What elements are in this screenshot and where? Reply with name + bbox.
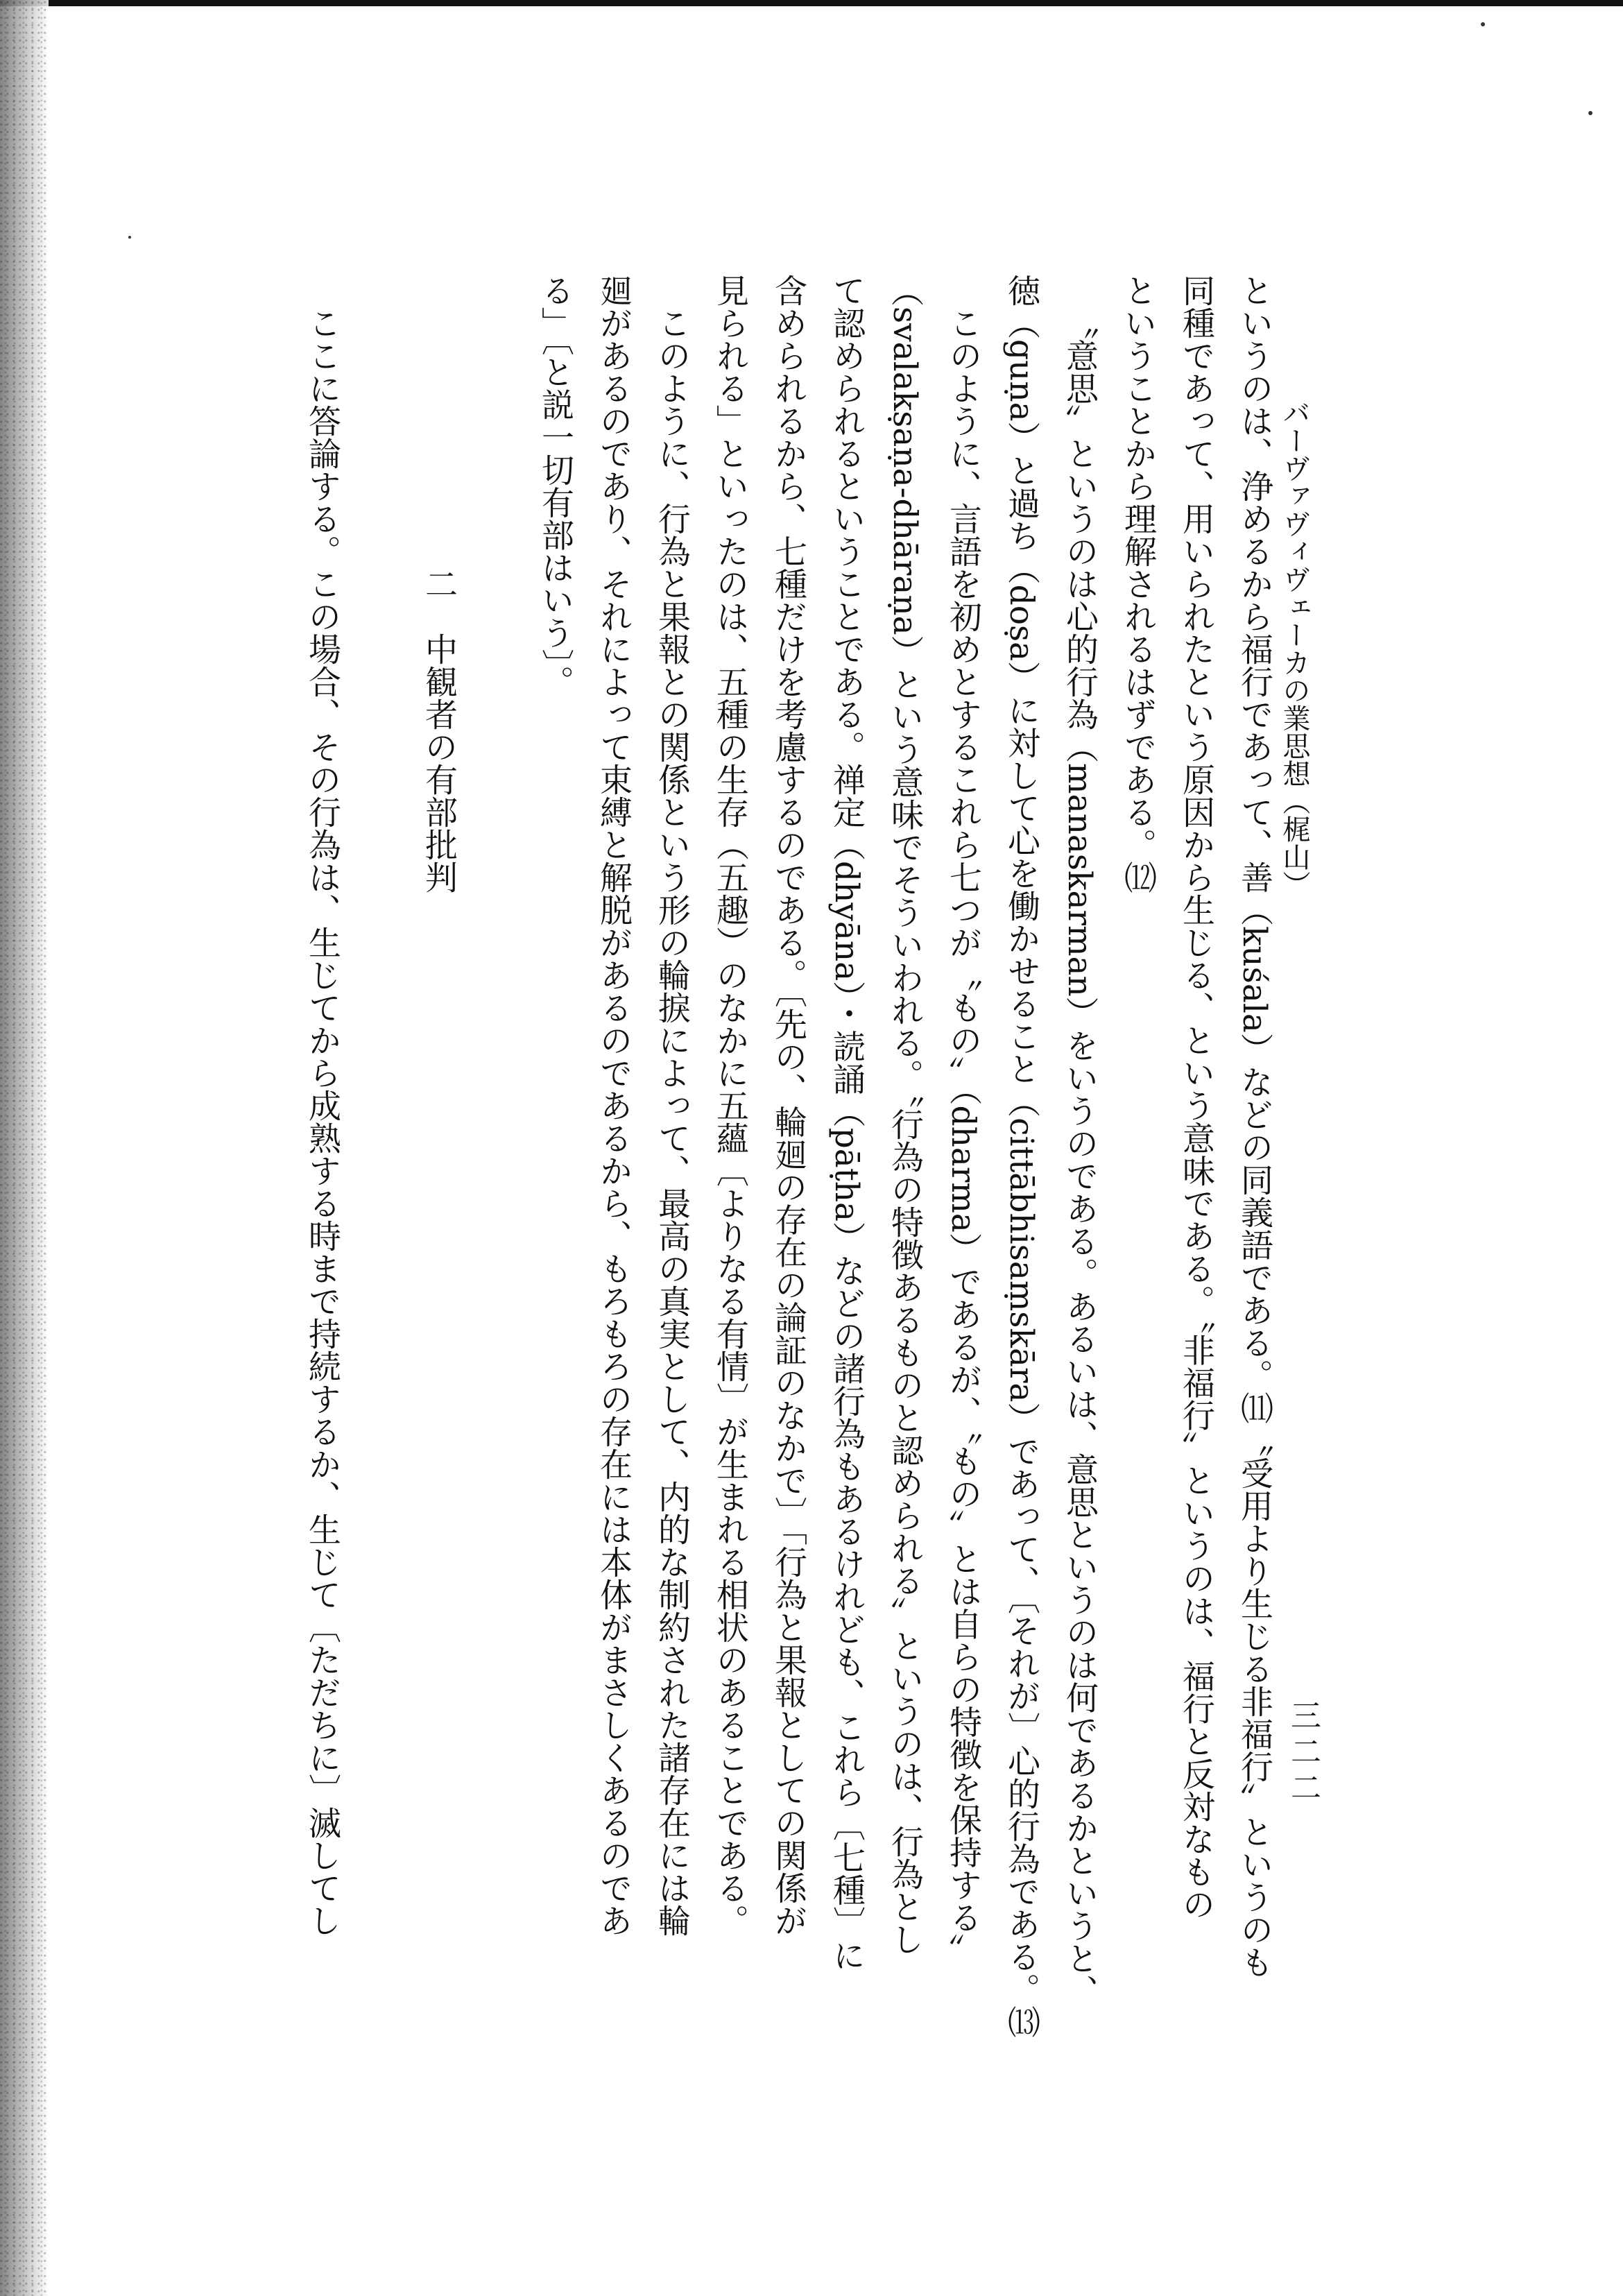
scan-speck: [1481, 22, 1485, 26]
text-line: 含められるから、七種だけを考慮するのである。〔先の、輪廻の存在の論証のなかで〕「行為と果報としての関係が: [769, 274, 807, 1937]
scan-speck: [128, 236, 131, 239]
text-line: 同種であって、用いられたという原因から生じる、という意味である。〝非福行〟というのは、福行と反対なもの: [1177, 274, 1215, 1921]
text-line: このように、行為と果報との関係という形の輪捩によって、最高の真実として、内的な制約された諸存在には輪: [653, 307, 691, 1937]
text-line: ここに答論する。この場合、その行為は、生じてから成熟する時まで持続するか、生じて〔ただちに〕滅してし: [303, 307, 341, 1937]
text-line: て認められるということである。禅定（dhyāna）・読誦（pāṭha）などの諸行為もあるけれども、これら〔七種〕に: [827, 274, 866, 1972]
top-border-line: [0, 0, 1623, 6]
text-line: 徳（guṇa）と過ち（doṣa）に対して心を働かせること（cittābhisaṃskāra）であって、〔それが〕心的行為である。⒀: [1002, 274, 1040, 2039]
text-line: ということから理解されるはずである。⑿: [1119, 274, 1157, 893]
scan-speck: [1588, 111, 1592, 115]
page-number: 三二二: [1285, 1699, 1321, 1808]
binding-edge-speckle: [0, 0, 49, 2296]
text-line: 見られる」といったのは、五種の生存（五趣）のなかに五蘊〔よりなる有情〕が生まれる相状のあることである。: [711, 274, 749, 1937]
running-head: バーヴァヴィヴェーカの業思想（梶山）: [1278, 399, 1310, 898]
section-heading: 二 中観者の有部批判: [420, 567, 458, 893]
text-line: というのは、浄めるから福行であって、善（kuśala）などの同義語である。⑾〝受用より生じる非福行〟というのも: [1235, 274, 1273, 1978]
text-line: このように、言語を初めとするこれら七つが〝もの〟（dharma）であるが、〝もの〟とは自らの特徴を保持する〟: [944, 307, 982, 1967]
text-line: （svalakṣaṇa-dhāraṇa）という意味でそういわれる。〝行為の特徴あるものと認められる〟というのは、行為とし: [886, 274, 924, 1956]
text-line: 廻があるのであり、それによって束縛と解脱があるのであるから、もろもろの存在には本体がまさしくあるのであ: [594, 274, 633, 1937]
text-line: 〝意思〟というのは心的行為（manaskarman）をいうのである。あるいは、意思というのは何であるかというと、: [1060, 307, 1099, 2007]
text-line: る」〔と説一切有部はいう〕。: [536, 274, 574, 698]
body-text: [170, 274, 1283, 2039]
